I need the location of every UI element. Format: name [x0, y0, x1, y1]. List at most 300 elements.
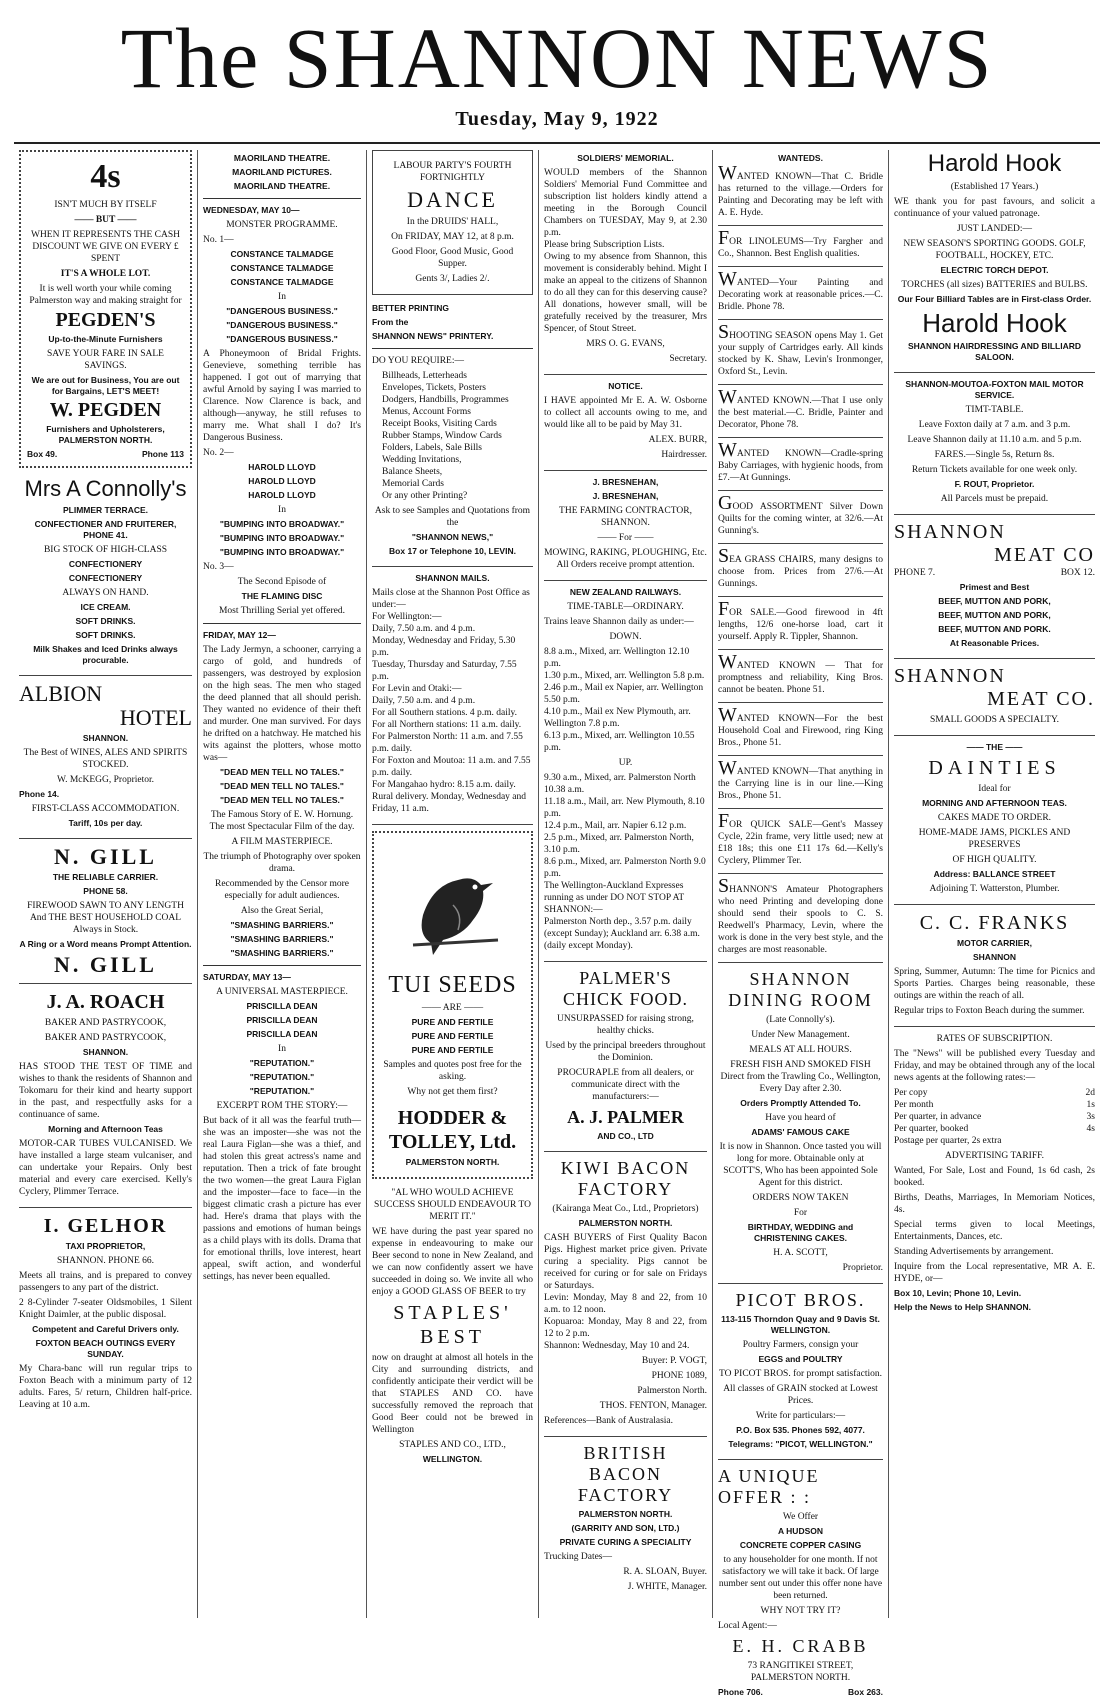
british-bacon-advert — [544, 1443, 707, 1593]
mail-motor-service — [894, 379, 1095, 515]
ad-text: A Ring or a Word means Prompt Attention. — [19, 939, 192, 949]
railways-timetable — [544, 587, 707, 962]
programme-text: In — [278, 292, 286, 302]
ad-text: The Best of WINES, ALES AND SPIRITS STOCKED. — [23, 748, 188, 770]
ad-text: JUST LANDED:— — [956, 224, 1033, 234]
ad-text: For — [793, 1208, 808, 1218]
ad-text: Tariff, 10s per day. — [68, 818, 143, 828]
programme-text: MONSTER PROGRAMME. — [226, 220, 338, 230]
pegden-advert — [19, 150, 192, 468]
film-title: "SMASHING BARRIERS." — [230, 948, 334, 958]
masthead — [0, 8, 1114, 108]
ad-text: SOFT DRINKS. — [75, 630, 136, 640]
film-star: HAROLD LLOYD — [248, 476, 316, 486]
dance-title: DANCE — [407, 187, 498, 212]
film-title: "REPUTATION." — [249, 1086, 315, 1096]
film-title: "SMASHING BARRIERS." — [230, 934, 334, 944]
classified-ad: SEA GRASS CHAIRS, many designs to choose from. Prices from 27/6.—At Gunnings. — [718, 550, 883, 597]
advertiser-name: OFFER : : — [718, 1487, 812, 1507]
ad-text: EGGS and POULTRY — [758, 1354, 843, 1364]
ad-text: SHANNON. — [82, 733, 129, 743]
classified-ad: WANTED KNOWN—That anything in the Carrying line is in our line.—King Bros., Phone 51. — [718, 762, 883, 809]
dainties-advert — [894, 742, 1095, 905]
ad-text: Morning and Afternoon Teas — [48, 1124, 163, 1134]
ad-text: HOME-MADE JAMS, PICKLES AND PRESERVES — [918, 828, 1071, 850]
ad-text: STAPLES AND CO., LTD., — [399, 1440, 506, 1450]
film-title: "DANGEROUS BUSINESS." — [226, 334, 338, 344]
ad-text: ORDERS NOW TAKEN — [752, 1193, 849, 1203]
ad-text: to any householder for one month. If not satisfactory we will take it back. Of large number sent out under this offer none have been returned. — [718, 1555, 883, 1601]
classified-ad: WANTED KNOWN — That for promptness and reliability, King Bros. cannot be beaten. Phone 51. — [718, 656, 883, 703]
rates-table — [894, 1087, 1095, 1147]
ad-text: FOXTON BEACH OUTINGS EVERY SUNDAY. — [35, 1338, 176, 1359]
ad-text: Box 10, Levin; Phone 10, Levin. — [894, 1288, 1022, 1298]
ad-text: PROCURAPLE from all dealers, or communicate direct with the manufacturers:— — [557, 1068, 694, 1102]
ad-text: At Reasonable Prices. — [949, 638, 1040, 648]
ad-text: (Kairanga Meat Co., Ltd., Proprietors) — [552, 1204, 699, 1214]
ad-text: CONCRETE COPPER CASING — [739, 1540, 862, 1550]
classified-ad: WANTED KNOWN—For the best Household Coal and Firewood, ring King Bros., Phone 51. — [718, 709, 883, 756]
ad-text: Samples and quotes post free for the asking. — [383, 1060, 522, 1082]
rates-row — [894, 1123, 1095, 1135]
ad-text: Primest and Best — [959, 582, 1030, 592]
ad-text: My Chara-banc will run regular trips to Foxton Beach with a minimum party of 12 adults. Fares, 5/ return, Children half-price. Leaving at 10 a.m. — [19, 1364, 192, 1410]
ad-text: (GARRITY AND SON, LTD.) — [571, 1523, 680, 1533]
ad-text: All classes of GRAIN stocked at Lowest Prices. — [723, 1384, 878, 1406]
soldiers-memorial-notice — [544, 153, 707, 375]
ad-text: —— For —— — [597, 533, 654, 543]
ad-text: PALMERSTON NORTH. — [578, 1218, 673, 1228]
programme-text: The Famous Story of E. W. Hornung. The most Spectacular Film of the day. — [209, 810, 355, 832]
ad-text: SHANNON HAIRDRESSING AND BILLIARD SALOON. — [908, 341, 1081, 362]
ad-text: —— BUT —— — [74, 215, 137, 225]
ad-text: BIG STOCK OF HIGH-CLASS — [43, 545, 168, 555]
film-title: "BUMPING INTO BROADWAY." — [219, 519, 345, 529]
advertiser-name: TOLLEY, Ltd. — [388, 1131, 517, 1153]
ad-text: PLIMMER TERRACE. — [63, 505, 148, 515]
classified-ad: FOR QUICK SALE—Gent's Massey Cycle, 22in frame, very little used; new at £18 18s; this one £11 17s 6d.—Kelly's Cyclery, Plimmer Ter. — [718, 815, 883, 874]
advertiser-name: C. C. FRANKS — [919, 912, 1070, 934]
ad-text: THE RELIABLE CARRIER. — [52, 872, 159, 882]
film-star: CONSTANCE TALMADGE — [230, 263, 334, 273]
advertiser-name: KIWI BACON — [560, 1158, 691, 1178]
film-synopsis: The Lady Jermyn, a schooner, carrying a cargo of gold, and hundreds of passengers, was destroyed by explosion on the high seas. The men who staged the deed planned that all should perish. They wanted no evidence of their theft and murder. One man survived. For days he drifted on a hatchway. He matched his wits against the plotters, whose motto was— — [203, 645, 361, 763]
ad-text: Up-to-the-Minute Furnishers — [48, 334, 163, 344]
programme-date: SATURDAY, MAY 13— — [203, 972, 291, 982]
section-heading: WANTEDS. — [778, 153, 823, 163]
ad-text: Adjoining T. Watterston, Plumber. — [929, 884, 1060, 894]
rate-label: Per quarter, in advance — [894, 1112, 982, 1122]
ad-text: TORCHES (all sizes) BATTERIES and BULBS. — [901, 280, 1088, 290]
advertiser-name: MEAT CO. — [987, 688, 1095, 710]
ad-text: TAXI PROPRIETOR, — [65, 1241, 146, 1251]
ad-text: Regular trips to Foxton Beach during the summer. — [894, 1006, 1085, 1016]
theatre-heading: MAORILAND PICTURES. — [232, 167, 332, 177]
section-heading: NEW ZEALAND RAILWAYS. — [569, 587, 682, 597]
ad-text: Ideal for — [978, 784, 1011, 794]
box-number: Box 49. — [27, 449, 58, 459]
printing-advert — [372, 303, 533, 567]
ad-text: PURE AND FERTILE — [411, 1017, 494, 1027]
ad-text: Our Four Billiard Tables are in First-class Order. — [897, 294, 1092, 304]
notice-signature: ALEX. BURR, — [648, 435, 707, 445]
gill-advert — [19, 845, 192, 984]
advertiser-name: J. BRESNEHAN, — [592, 491, 659, 501]
timetable-text: 9.30 a.m., Mixed, arr. Palmerston North 10.38 a.m. 11.18 a.m., Mail, arr. New Plymouth, 8.10 p.m. 12.4 p.m., Mail, arr. Napier 6.12 p.m. 2.5 p.m., Mixed, arr. Palmerston North, 3.10 p.m. 8.6 p.m., Mixed, arr. Palmerston North 9.0 p.m. The Wellington-Auckland Expresses running as under DO NOT STOP AT SHANNON:— Palmerston North dep., 3.57 p.m. daily (except Sunday); Auckland arr. 6.38 a.m. (daily except Monday). — [544, 773, 706, 951]
film-title: "DEAD MEN TELL NO TALES." — [220, 767, 344, 777]
tui-bird-illustration — [403, 845, 503, 965]
contact-line — [894, 567, 1095, 579]
section-heading: SHANNON MAILS. — [415, 573, 490, 583]
programme-text: The Second Episode of — [237, 577, 327, 587]
masthead-rule — [14, 142, 1100, 144]
advertiser-name: SHANNON — [894, 665, 1006, 687]
rate-label: Per copy — [894, 1088, 928, 1098]
ad-text: HAS STOOD THE TEST OF TIME and wishes to thank the residents of Shannon and Tokomaru for their kind and hearty support in the past, and respectfully asks for a continuance of same. — [19, 1062, 192, 1120]
ad-text: W. McKEGG, Proprietor. — [56, 775, 154, 785]
ad-text: We are out for Business, You are out for Bargains, LET'S MEET! — [31, 375, 180, 396]
rate-label: Per quarter, booked — [894, 1124, 969, 1134]
film-title: "SMASHING BARRIERS." — [230, 920, 334, 930]
albion-hotel-advert — [19, 682, 192, 839]
timetable-text: Trains leave Shannon daily as under:— — [544, 617, 694, 627]
ad-text: R. A. SLOAN, Buyer. — [623, 1567, 707, 1577]
ad-text: AND CO., LTD — [597, 1131, 654, 1141]
timetable-text: 8.8 a.m., Mixed, arr. Wellington 12.10 p.m. 1.30 p.m., Mixed, arr. Wellington 5.8 p.m. 2.46 p.m., Mail ex Napier, arr. Wellington 5.50 p.m. 4.10 p.m., Mail ex New Plymouth, arr. Wellington 7.8 p.m. 6.13 p.m., Mixed, arr. Wellington 10.55 p.m. — [544, 647, 705, 753]
programme-text: Most Thrilling Serial yet offered. — [218, 606, 346, 616]
film-star: HAROLD LLOYD — [248, 490, 316, 500]
divider — [203, 198, 361, 199]
ad-text: All Parcels must be prepaid. — [940, 494, 1049, 504]
section-heading: SOLDIERS' MEMORIAL. — [577, 153, 674, 163]
ad-text: IT'S A WHOLE LOT. — [60, 269, 151, 279]
programme-text: A UNIVERSAL MASTERPIECE. — [216, 987, 348, 997]
theatre-heading: MAORILAND THEATRE. — [233, 153, 331, 163]
programme-number: No. 1— — [203, 235, 234, 245]
programme-number: No. 2— — [203, 448, 234, 458]
dance-advert — [372, 150, 533, 295]
ad-text: —— ARE —— — [421, 1003, 484, 1013]
classified-ad: FOR SALE.—Good firewood in 4ft lengths, 12/6 one-horse load, cart it yourself. Apply R. Tippler, Shannon. — [718, 603, 883, 650]
contact-line — [27, 449, 184, 460]
film-star: CONSTANCE TALMADGE — [230, 277, 334, 287]
advertiser-name: A. J. PALMER — [567, 1107, 684, 1127]
ad-text: BAKER AND PASTRYCOOK, — [44, 1018, 167, 1028]
column-5 — [713, 150, 888, 1697]
ad-text: ALWAYS ON HAND. — [62, 588, 149, 598]
ad-text: Spring, Summer, Autumn: The time for Picnics and Sports Parties. Charges being reasonable, these outings are within the reach of all. — [894, 967, 1095, 1001]
advertiser-name: BEST — [420, 1326, 485, 1348]
ad-text: Palmerston North. — [637, 1386, 707, 1396]
programme-number: No. 3— — [203, 562, 234, 572]
divider — [203, 965, 361, 966]
ad-text: PHONE 58. — [83, 886, 128, 896]
ad-text: A HUDSON — [777, 1526, 824, 1536]
printing-items: Billheads, Letterheads Envelopes, Tickets, Posters Dodgers, Handbills, Programmes Menus, Account Forms Receipt Books, Visiting Cards Rubber Stamps, Window Cards Folders, Labels, Sale Bills Wedding Invitations, Balance Sheets, Memorial Cards Or any other Printing? — [382, 371, 509, 501]
ad-text: Good Floor, Good Music, Good Supper. — [391, 247, 514, 269]
advertiser-name: DAINTIES — [928, 757, 1061, 779]
ad-text: Trucking Dates— — [544, 1552, 612, 1562]
ad-text: Standing Advertisements by arrangement. — [894, 1247, 1054, 1257]
rate-value: 1s — [1086, 1100, 1095, 1110]
advertiser-name: MEAT CO — [994, 544, 1095, 566]
column-4 — [539, 150, 712, 1620]
notice-signature: Hairdresser. — [661, 450, 707, 460]
ad-heading: BETTER PRINTING — [372, 303, 449, 313]
ad-text: SOFT DRINKS. — [75, 616, 136, 626]
rates-row — [894, 1111, 1095, 1123]
advertiser-name: DINING ROOM — [728, 990, 873, 1010]
programme-text: Recommended by the Censor more especially for adult audiences. — [214, 879, 350, 901]
column-2 — [198, 150, 366, 1620]
section-heading: ADVERTISING TARIFF. — [944, 1151, 1045, 1161]
ad-text: References—Bank of Australasia. — [544, 1416, 673, 1426]
advertiser-name: PICOT BROS. — [735, 1290, 866, 1310]
programme-text: A FILM MASTERPIECE. — [231, 837, 333, 847]
ad-text: —— THE —— — [966, 742, 1023, 752]
box-number: Box 263. — [848, 1687, 883, 1697]
ad-text: Write for particulars:— — [755, 1411, 846, 1421]
film-synopsis: A Phoneymoon of Bridal Frights. Genevieve, something terrible has happened. I got out of marrying that awful Arnold by saying I was married to Clarence. Now Clarence is back, and although—anyway, he still refuses to marry me. What shall I do? It's Dangerous Business. — [203, 349, 361, 443]
classified-ad: SHANNON'S Amateur Photographers who need Printing and developing done should send their spools to C. S. Reedwell's Pharmacy, Levin, where the work is done in the very best style, and the charges are most reasonable. — [718, 880, 883, 963]
phone-number: Phone 706. — [718, 1687, 763, 1697]
rate-value: 3s — [1086, 1112, 1095, 1122]
ad-text: now on draught at almost all hotels in the City and surrounding districts, and confidently anticipate their verdict will be that STAPLES AND CO. have successfully removed the reproach that Good Beer could not be brewed in Wellington — [372, 1353, 533, 1435]
ad-text: DO YOU REQUIRE:— — [372, 356, 465, 366]
shannon-meat-smallgoods-advert — [894, 665, 1095, 736]
ad-text: ICE CREAM. — [80, 602, 131, 612]
film-title: "DEAD MEN TELL NO TALES." — [220, 781, 344, 791]
film-title: "BUMPING INTO BROADWAY." — [219, 533, 345, 543]
advertiser-name: BACON — [588, 1464, 662, 1484]
palmer-advert — [544, 968, 707, 1152]
programme-text: In — [278, 505, 286, 515]
advertiser-name: E. H. CRABB — [732, 1636, 869, 1656]
ad-text: WE thank you for past favours, and solicit a continuance of your valued patronage. — [894, 197, 1095, 219]
ad-text: BAKER AND PASTRYCOOK, — [44, 1033, 167, 1043]
ad-text: Help the News to Help SHANNON. — [894, 1302, 1031, 1312]
ad-text: 73 RANGITIKEI STREET, PALMERSTON NORTH. — [747, 1661, 854, 1683]
ad-text: On FRIDAY, MAY 12, at 8 p.m. — [391, 232, 514, 242]
ad-text: PALMERSTON NORTH. — [405, 1157, 500, 1167]
film-title: "DANGEROUS BUSINESS." — [226, 306, 338, 316]
classified-ad: WANTED—Your Painting and Decorating work at reasonable prices.—C. Bridle. Phone 78. — [718, 273, 883, 320]
column-1 — [14, 150, 197, 1620]
notice-body: I HAVE appointed Mr E. A. W. Osborne to collect all accounts owing to me, and would like all to be paid by May 31. — [544, 396, 707, 430]
ad-text: Leave Shannon daily at 11.10 a.m. and 5 p.m. — [907, 435, 1082, 445]
section-heading: SHANNON-MOUTOA-FOXTON MAIL MOTOR SERVICE. — [905, 379, 1084, 400]
advertiser-name: HODDER & — [397, 1107, 508, 1129]
ad-text: WHY NOT TRY IT? — [760, 1606, 841, 1616]
ad-text: SMALL GOODS A SPECIALTY. — [930, 715, 1059, 725]
programme-text: EXCERPT ROM THE STORY:— — [216, 1101, 348, 1111]
ad-text: CONFECTIONERY — [68, 559, 143, 569]
ad-text: PURE AND FERTILE — [411, 1045, 494, 1055]
ad-text: MOTOR-CAR TUBES VULCANISED. We have installed a large steam vulcaniser, and can undertake your Repairs. Only best material and every care exercised. Kelly's Cyclery, Plimmer Terrace. — [19, 1139, 192, 1197]
shannon-mails — [372, 573, 533, 825]
ad-text: P.O. Box 535. Phones 592, 4077. — [736, 1425, 865, 1435]
theatre-heading: MAORILAND THEATRE. — [233, 181, 331, 191]
classified-ad: SHOOTING SEASON opens May 1. Get your supply of Cartridges early. All kinds stocked by K. Shaw, Levin's Ironmonger, Oxford St., Levin. — [718, 326, 883, 385]
film-star: PRISCILLA DEAN — [246, 1029, 318, 1039]
newspaper-title: The SHANNON NEWS — [120, 10, 994, 106]
contact-line — [718, 1687, 883, 1698]
programme-date: WEDNESDAY, MAY 10— — [203, 205, 300, 215]
advertiser-name: CHICK FOOD. — [562, 989, 688, 1009]
ad-text: Milk Shakes and Iced Drinks always procurable. — [33, 644, 178, 665]
classified-ad: GOOD ASSORTMENT Silver Down Quilts for the coming winter, at 32/6.—At Gunning's. — [718, 497, 883, 544]
ad-text: TO PICOT BROS. for prompt satisfaction. — [719, 1369, 882, 1379]
advertiser-name: TUI SEEDS — [388, 972, 517, 998]
advertiser-name: SHANNON — [749, 969, 852, 989]
advertiser-name: J. A. ROACH — [46, 991, 165, 1013]
subscription-rates — [894, 1033, 1095, 1313]
advertiser-name: A UNIQUE — [718, 1466, 820, 1486]
film-title: THE FLAMING DISC — [241, 591, 323, 601]
ad-text: F. ROUT, Proprietor. — [954, 479, 1035, 489]
ad-text: (Established 17 Years.) — [950, 182, 1039, 192]
ad-text: BEEF, MUTTON AND PORK, — [938, 610, 1051, 620]
ad-text: FIRST-CLASS ACCOMMODATION. — [31, 804, 180, 814]
dining-room-advert — [718, 969, 883, 1284]
advertiser-name: PEGDEN'S — [55, 309, 156, 331]
ad-text: We Offer — [782, 1512, 819, 1522]
roach-advert — [19, 990, 192, 1208]
ad-text: FRESH FISH AND SMOKED FISH Direct from the Trawling Co., Wellington, Every Day after 2.30. — [720, 1060, 881, 1094]
ad-text: BEEF, MUTTON AND PORK, — [938, 596, 1051, 606]
programme-text: Also the Great Serial, — [240, 906, 324, 916]
ad-text: Box 17 or Telephone 10, LEVIN. — [389, 546, 516, 556]
ad-text: WE have during the past year spared no expense in endeavouring to make our Beer second to none in New Zealand, and we can now confidently assert we have succeeded in doing so. We invite all who enjoy a GOOD GLASS OF BEER to try — [372, 1227, 533, 1297]
advertiser-name: BRITISH — [583, 1443, 668, 1463]
ad-text: Ask to see Samples and Quotations from the — [374, 506, 531, 528]
ad-text: It is now in Shannon. Once tasted you will long for more. Obtainable only at SCOTT'S, Who has been appointed Sole Agent for this district. — [719, 1142, 882, 1188]
classified-ad: WANTED KNOWN—That C. Bridle has returned to the village.—Orders for Painting and Decorating may be left with A. E. Hyde. — [718, 167, 883, 226]
ad-text: CONFECTIONER AND FRUITERER, PHONE 41. — [34, 519, 177, 540]
advertiser-name: FACTORY — [577, 1179, 674, 1199]
ad-text: MORNING AND AFTERNOON TEAS. — [922, 798, 1067, 808]
ad-text: J. WHITE, Manager. — [627, 1582, 707, 1592]
ad-text: 113-115 Thorndon Quay and 9 Davis St. WELLINGTON. — [721, 1314, 880, 1335]
film-title: "BUMPING INTO BROADWAY." — [219, 547, 345, 557]
ad-text: THOS. FENTON, Manager. — [599, 1401, 707, 1411]
phone-number: Phone 113 — [141, 449, 184, 459]
film-title: "DANGEROUS BUSINESS." — [226, 320, 338, 330]
ad-text: 2 8-Cylinder 7-seater Oldsmobiles, 1 Silent Knight Daimler, at the public disposal. — [19, 1298, 192, 1320]
classified-ad: FOR LINOLEUMS—Try Fargher and Co., Shannon. Best English qualities. — [718, 232, 883, 267]
ad-text: TIMT-TABLE. — [965, 405, 1024, 415]
ad-text: FARES.—Single 5s, Return 8s. — [934, 450, 1055, 460]
advertiser-name: ALBION — [19, 681, 103, 706]
ad-text: Local Agent:— — [718, 1621, 777, 1631]
ad-text: It is well worth your while coming Palmerston way and making straight for — [29, 284, 182, 306]
ad-text: ISN'T MUCH BY ITSELF — [54, 200, 157, 210]
advertiser-name: STAPLES' — [393, 1302, 512, 1324]
franks-advert — [894, 911, 1095, 1027]
ad-text: "SHANNON NEWS," — [411, 532, 494, 542]
film-star: CONSTANCE TALMADGE — [230, 249, 334, 259]
film-star: PRISCILLA DEAN — [246, 1001, 318, 1011]
price-headline: 4s — [90, 158, 121, 195]
programme-text: In — [278, 1044, 286, 1054]
ad-text: WHEN IT REPRESENTS THE CASH DISCOUNT WE GIVE ON EVERY £ SPENT — [30, 230, 181, 264]
film-synopsis: But back of it all was the fearful truth—she was an imposter—she was not the real Laura Figlan—she was a thief, and had stolen this great actress's name and reputation. Then a trick of fate brought the two women—the great Laura Figlan and the imposter—face to face—in the biggest climatic crash a picture has ever had. Here's drama that plays with the passions and emotions of human beings as a child plays with its dolls. Drama that for emotional thrills, love interest, heart appeal, swift action, and wonderful settings, has never been equalled. — [203, 1116, 361, 1282]
ad-text: Telegrams: "PICOT, WELLINGTON." — [728, 1439, 873, 1449]
burr-notice — [544, 381, 707, 471]
ad-text: ELECTRIC TORCH DEPOT. — [940, 265, 1049, 275]
ad-text: Gents 3/, Ladies 2/. — [415, 274, 490, 284]
ad-text: THE FARMING CONTRACTOR, SHANNON. — [559, 506, 692, 528]
phone-number: PHONE 7. — [894, 568, 936, 578]
ad-text: H. A. SCOTT, — [773, 1248, 828, 1258]
advertiser-name: N. GILL — [54, 952, 157, 977]
connolly-advert — [19, 476, 192, 676]
ad-text: Buyer: P. VOGT, — [641, 1356, 707, 1366]
film-title: "REPUTATION." — [249, 1072, 315, 1082]
film-title: "REPUTATION." — [249, 1058, 315, 1068]
ad-text: Inquire from the Local representative, MR A. E. HYDE, or— — [894, 1262, 1095, 1284]
ad-text: PHONE 1089, — [651, 1371, 707, 1381]
rate-value: 4s — [1086, 1124, 1095, 1134]
ad-text: ADAMS' FAMOUS CAKE — [751, 1127, 850, 1137]
ad-text: MOWING, RAKING, PLOUGHING, Etc. All Orders receive prompt attention. — [544, 548, 707, 570]
advertiser-name: FACTORY — [577, 1485, 674, 1505]
classified-ad: WANTED KNOWN.—That I use only the best material.—C. Bridle, Painter and Decorator, Phone 78. — [718, 391, 883, 438]
timetable-subtitle: TIME-TABLE—ORDINARY. — [567, 602, 684, 612]
ad-text: NEW SEASON'S SPORTING GOODS. GOLF, FOOTBALL, HOCKEY, ETC. — [903, 239, 1086, 261]
film-star: PRISCILLA DEAN — [246, 1015, 318, 1025]
ad-text: Under New Management. — [751, 1030, 850, 1040]
ad-text: Furnishers and Upholsterers, PALMERSTON NORTH. — [46, 424, 165, 445]
ad-text: Have you heard of — [765, 1113, 836, 1123]
column-3 — [367, 150, 538, 1620]
ad-text: SHANNON. — [82, 1047, 129, 1057]
picot-advert — [718, 1290, 883, 1460]
classified-ad: WANTED KNOWN—Cradle-spring Baby Carriages, with hygienic hoods, from £7.—At Gunnings. — [718, 444, 883, 491]
ad-text: Competent and Careful Drivers only. — [32, 1324, 179, 1334]
rates-row — [894, 1099, 1095, 1111]
ad-text: Poultry Farmers, consign your — [742, 1340, 859, 1350]
advertiser-name: Harold Hook — [922, 308, 1067, 338]
rates-row — [894, 1135, 1095, 1147]
harold-hook-advert — [894, 150, 1095, 373]
advertiser-name: SHANNON — [894, 521, 1006, 543]
ad-text: SHANNON — [973, 952, 1016, 962]
ad-text: PURE AND FERTILE — [411, 1031, 494, 1041]
gelhor-advert — [19, 1214, 192, 1411]
ad-text: MEALS AT ALL HOURS. — [749, 1045, 852, 1055]
advertiser-name: I. GELHOR — [43, 1215, 168, 1237]
hudson-offer-advert — [718, 1466, 883, 1698]
ad-text: Wanted, For Sale, Lost and Found, 1s 6d cash, 2s booked. — [894, 1166, 1095, 1188]
advertiser-name: N. GILL — [54, 844, 157, 869]
ad-text: CASH BUYERS of First Quality Bacon Pigs. Highest market price given. Private curing a speciality. Pigs cannot be received for curing or for sale on Fridays or Saturdays. Levin: Monday, May 8 and 22, from 10 a.m. to 12 noon. Kopuaroa: Monday, May 8 and 22, from 12 to 2 p.m. Shannon: Wednesday, May 10 and 24. — [544, 1233, 707, 1351]
ad-text: Address: BALLANCE STREET — [933, 869, 1056, 879]
issue-date: Tuesday, May 9, 1922 — [455, 108, 659, 130]
ad-text: (Late Connolly's). — [766, 1015, 835, 1025]
ad-text: MOTOR CARRIER, — [957, 938, 1032, 948]
ad-text: In the DRUIDS' HALL, — [406, 217, 499, 227]
timetable-direction: DOWN. — [609, 632, 642, 642]
film-title: "DEAD MEN TELL NO TALES." — [220, 795, 344, 805]
rate-label: Per month — [894, 1100, 934, 1110]
programme-text: The triumph of Photography over spoken drama. — [203, 852, 361, 874]
section-heading: RATES OF SUBSCRIPTION. — [936, 1034, 1053, 1044]
ad-text: Used by the principal breeders throughout the Dominion. — [545, 1041, 706, 1063]
ad-text: Births, Deaths, Marriages, In Memoriam Notices, 4s. — [894, 1193, 1095, 1215]
notice-signature: Secretary. — [669, 354, 707, 364]
bresnehan-advert — [544, 477, 707, 581]
